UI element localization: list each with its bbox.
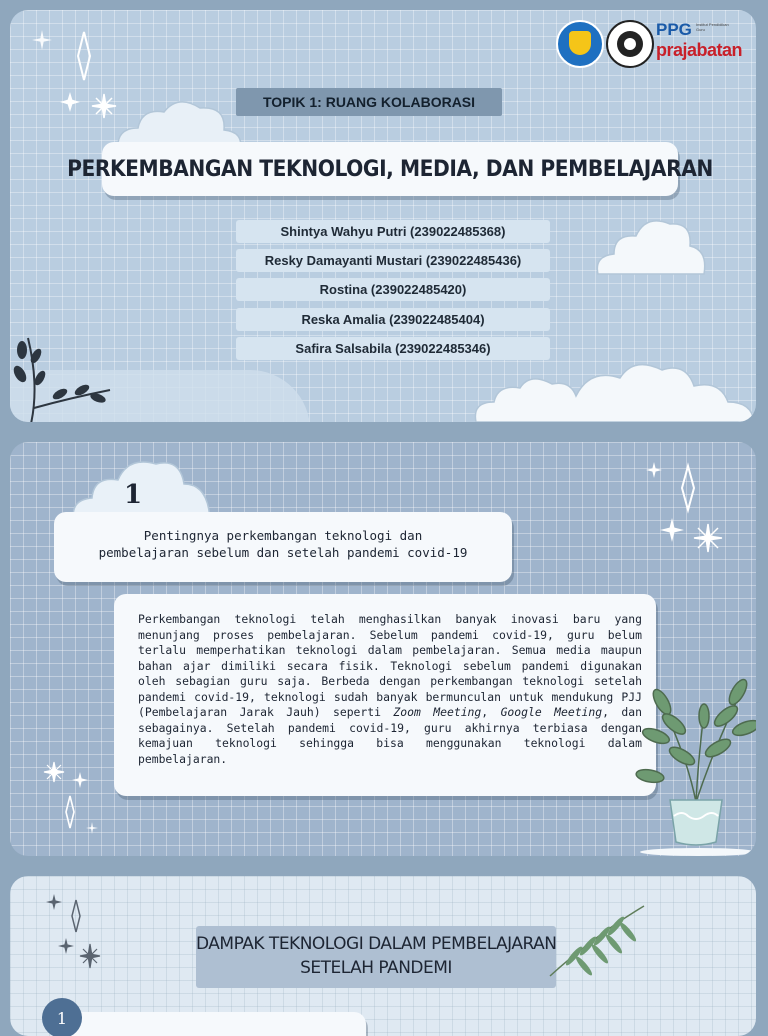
ppg-logo-top: PPG — [656, 20, 692, 39]
topic-badge — [236, 88, 502, 116]
body-card — [114, 594, 656, 796]
heading-line-2: pembelajaran sebelum dan setelah pandemi covid-19 — [98, 545, 468, 560]
heading-line-1: Pentingnya perkembangan teknologi dan — [143, 528, 423, 543]
heading-card — [54, 512, 512, 582]
body-text-google: Google Meeting — [500, 705, 603, 719]
body-text-sep: , — [481, 705, 501, 719]
slide-content-1 — [10, 442, 756, 856]
body-text-part-1: Perkembangan teknologi telah menghasilkan banyak inovasi baru yang menunjang proses pembelajaran. Sebelum pandemi covid-19, guru belum terlalu memperhatikan teknologi dalam pembelajaran. Semua media maupun bahan ajar dimiliki secara fisik. Teknologi sebelum pandemi digunakan oleh sebagian guru saja. Berbeda dengan perkembangan teknologi setelah pandemi covid-19, teknologi sudah banyak bermunculan untuk mendukung PJJ (Pembelajaran Jarak Jauh) seperti — [138, 612, 642, 719]
cloud-decoration — [592, 210, 712, 280]
member-name: Shintya Wahyu Putri (239022485368) — [280, 224, 506, 239]
page-title: PERKEMBANGAN TEKNOLOGI, MEDIA, DAN PEMBELAJARAN — [67, 156, 713, 182]
sparkle-decoration — [40, 758, 110, 838]
kemdikbud-logo — [556, 20, 604, 68]
member-name: Rostina (239022485420) — [319, 282, 467, 297]
point-number-badge — [42, 998, 82, 1036]
body-text — [138, 612, 642, 767]
member-name: Safira Salsabila (239022485346) — [295, 341, 491, 356]
member-item — [236, 278, 550, 301]
title-badge — [196, 926, 556, 988]
body-text-zoom: Zoom Meeting — [393, 705, 482, 719]
member-item — [236, 249, 550, 272]
ppg-logo-main: prajabatan — [656, 40, 743, 60]
title-card — [67, 142, 713, 196]
slide3-title-line-2: SETELAH PANDEMI — [300, 958, 452, 978]
topic-label: TOPIK 1: RUANG KOLABORASI — [262, 94, 476, 110]
ppg-prajabatan-logo — [654, 18, 754, 68]
potted-plant-decoration — [626, 672, 756, 856]
sparkle-decoration — [40, 890, 120, 974]
fern-decoration — [544, 896, 654, 986]
point-card — [70, 1012, 366, 1036]
sparkle-decoration — [638, 458, 728, 568]
member-item — [236, 308, 550, 331]
member-name: Resky Damayanti Mustari (239022485436) — [264, 253, 522, 268]
body-text-part-2: , dan sebagainya. Setelah pandemi covid-19, guru akhirnya terbiasa dengan kemajuan teknologi sehingga bisa menggunakan teknologi dalam pembelajaran. — [138, 705, 642, 766]
leaf-branch-decoration — [10, 328, 120, 422]
cloud-decoration — [472, 350, 756, 422]
point-number: 1 — [56, 1008, 68, 1028]
unm-seal-logo — [606, 20, 654, 68]
member-item — [236, 220, 550, 243]
slide3-title-line-1: DAMPAK TEKNOLOGI DALAM PEMBELAJARAN — [196, 934, 557, 954]
slide-cover — [10, 10, 756, 422]
section-number: 1 — [124, 480, 143, 510]
ppg-logo-sub: Institut Pendidikan Guru — [696, 22, 729, 32]
slide-content-2 — [10, 876, 756, 1036]
member-name: Reska Amalia (239022485404) — [301, 312, 485, 327]
